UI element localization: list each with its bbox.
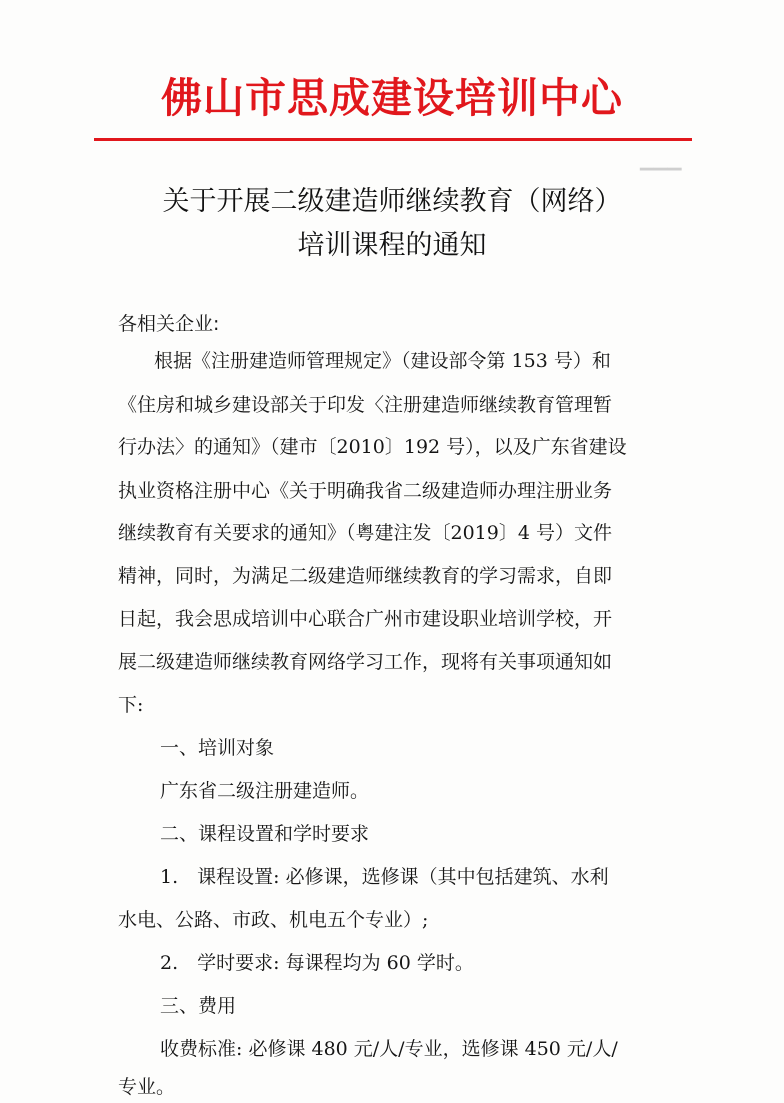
course-item-2: 2. 学时要求: 每课程均为 60 学时。: [160, 952, 474, 974]
training-target-content: 广东省二级注册建造师。: [160, 780, 370, 802]
course-item-1: 1. 课程设置: 必修课，选修课（其中包括建筑、水利: [160, 866, 609, 888]
paragraph-line: 根据《注册建造师管理规定》（建设部令第 153 号）和: [154, 350, 611, 372]
paragraph-line: 《住房和城乡建设部关于印发〈注册建造师继续教育管理暂: [118, 394, 613, 416]
notice-title-line-1: 关于开展二级建造师继续教育（网络）: [162, 186, 622, 217]
letterhead-red-rule: [94, 138, 692, 141]
paragraph-line: 下:: [118, 694, 144, 716]
section-heading-training-target: 一、培训对象: [160, 737, 275, 759]
notice-title-line-2: 培训课程的通知: [297, 230, 487, 261]
paragraph-line: 日起，我会思成培训中心联合广州市建设职业培训学校，开: [118, 608, 613, 630]
paragraph-line: 展二级建造师继续教育网络学习工作，现将有关事项通知如: [118, 651, 613, 673]
section-heading-fees: 三、费用: [160, 995, 237, 1017]
section-heading-course-requirements: 二、课程设置和学时要求: [160, 823, 370, 845]
paragraph-line: 精神，同时，为满足二级建造师继续教育的学习需求，自即: [118, 565, 613, 587]
paragraph-line: 继续教育有关要求的通知》（粤建注发〔2019〕4 号）文件: [118, 522, 612, 544]
paragraph-line: 行办法〉的通知》（建市〔2010〕192 号），以及广东省建设: [118, 436, 627, 458]
paragraph-line: 执业资格注册中心《关于明确我省二级建造师办理注册业务: [118, 480, 613, 502]
fees-line-1: 收费标准: 必修课 480 元/人/专业，选修课 450 元/人/: [160, 1038, 618, 1060]
fees-line-2: 专业。: [118, 1076, 176, 1098]
course-item-1-continued: 水电、公路、市政、机电五个专业）;: [118, 909, 429, 931]
letterhead-organization: 佛山市思成建设培训中心: [161, 74, 623, 122]
greeting: 各相关企业:: [118, 313, 220, 335]
bleed-through-artifact: ▁▁▁: [640, 150, 682, 171]
